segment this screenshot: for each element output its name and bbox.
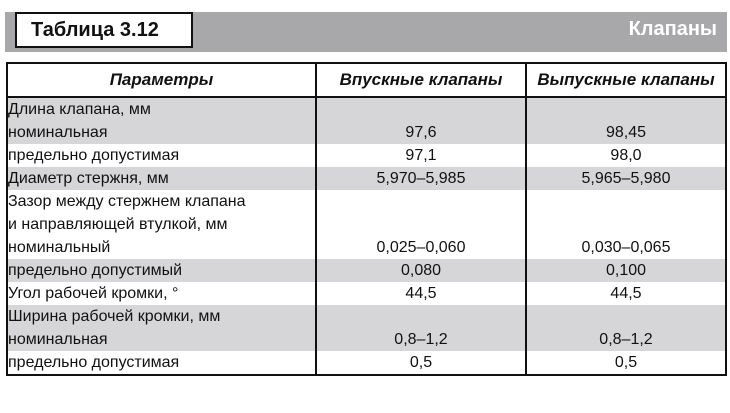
parameter-cell: предельно допустимая — [8, 354, 180, 371]
table-row — [7, 121, 726, 144]
column-header-exhaust: Выпускные клапаны — [526, 63, 726, 97]
parameter-cell: Диаметр стержня, мм — [7, 167, 316, 190]
table-header-bar — [5, 12, 727, 52]
table-row — [7, 97, 726, 121]
exhaust-value-cell: 0,8–1,2 — [526, 328, 726, 351]
parameter-cell: номинальная — [7, 328, 316, 351]
intake-value-cell — [316, 305, 526, 328]
parameter-cell: Зазор между стержнем клапана — [8, 193, 246, 210]
table-row — [7, 282, 726, 305]
intake-value-cell: 0,8–1,2 — [316, 328, 526, 351]
table-row — [7, 213, 726, 236]
intake-value-cell: 0,025–0,060 — [316, 236, 526, 259]
exhaust-value-cell — [526, 97, 726, 121]
exhaust-value-cell: 5,965–5,980 — [526, 167, 726, 190]
table-row — [7, 144, 726, 167]
intake-value-cell: 97,1 — [316, 144, 526, 167]
table-header-row — [7, 63, 726, 97]
table-number-label: Таблица 3.12 — [15, 12, 193, 48]
exhaust-value-cell — [526, 305, 726, 328]
table-row — [7, 190, 726, 213]
parameter-cell: Ширина рабочей кромки, мм — [7, 305, 316, 328]
table-row — [7, 305, 726, 328]
parameter-cell: предельно допустимый — [7, 259, 316, 282]
exhaust-value-cell — [526, 190, 726, 213]
parameter-cell: и направляющей втулкой, мм — [8, 216, 228, 233]
intake-value-cell: 5,970–5,985 — [316, 167, 526, 190]
table-body — [7, 97, 726, 375]
exhaust-value-cell: 44,5 — [526, 282, 726, 305]
valves-table — [6, 62, 727, 376]
intake-value-cell: 0,5 — [316, 351, 526, 375]
table-row — [7, 351, 726, 375]
parameter-cell: Длина клапана, мм — [7, 97, 316, 121]
parameter-cell: предельно допустимая — [8, 147, 180, 164]
parameter-cell: Угол рабочей кромки, ° — [8, 285, 179, 302]
exhaust-value-cell: 98,0 — [526, 144, 726, 167]
section-title: Клапаны — [628, 18, 717, 40]
intake-value-cell: 97,6 — [316, 121, 526, 144]
column-header-intake: Впускные клапаны — [316, 63, 526, 97]
parameter-cell: номинальная — [7, 121, 316, 144]
exhaust-value-cell — [526, 213, 726, 236]
intake-value-cell: 0,080 — [316, 259, 526, 282]
exhaust-value-cell: 0,100 — [526, 259, 726, 282]
table-row — [7, 236, 726, 259]
exhaust-value-cell: 98,45 — [526, 121, 726, 144]
parameter-cell: номинальный — [8, 239, 111, 256]
table-row — [7, 259, 726, 282]
intake-value-cell: 44,5 — [316, 282, 526, 305]
intake-value-cell — [316, 97, 526, 121]
intake-value-cell — [316, 190, 526, 213]
exhaust-value-cell: 0,030–0,065 — [526, 236, 726, 259]
table-row — [7, 167, 726, 190]
exhaust-value-cell: 0,5 — [526, 351, 726, 375]
intake-value-cell — [316, 213, 526, 236]
table-row — [7, 328, 726, 351]
column-header-parameters: Параметры — [7, 63, 316, 97]
